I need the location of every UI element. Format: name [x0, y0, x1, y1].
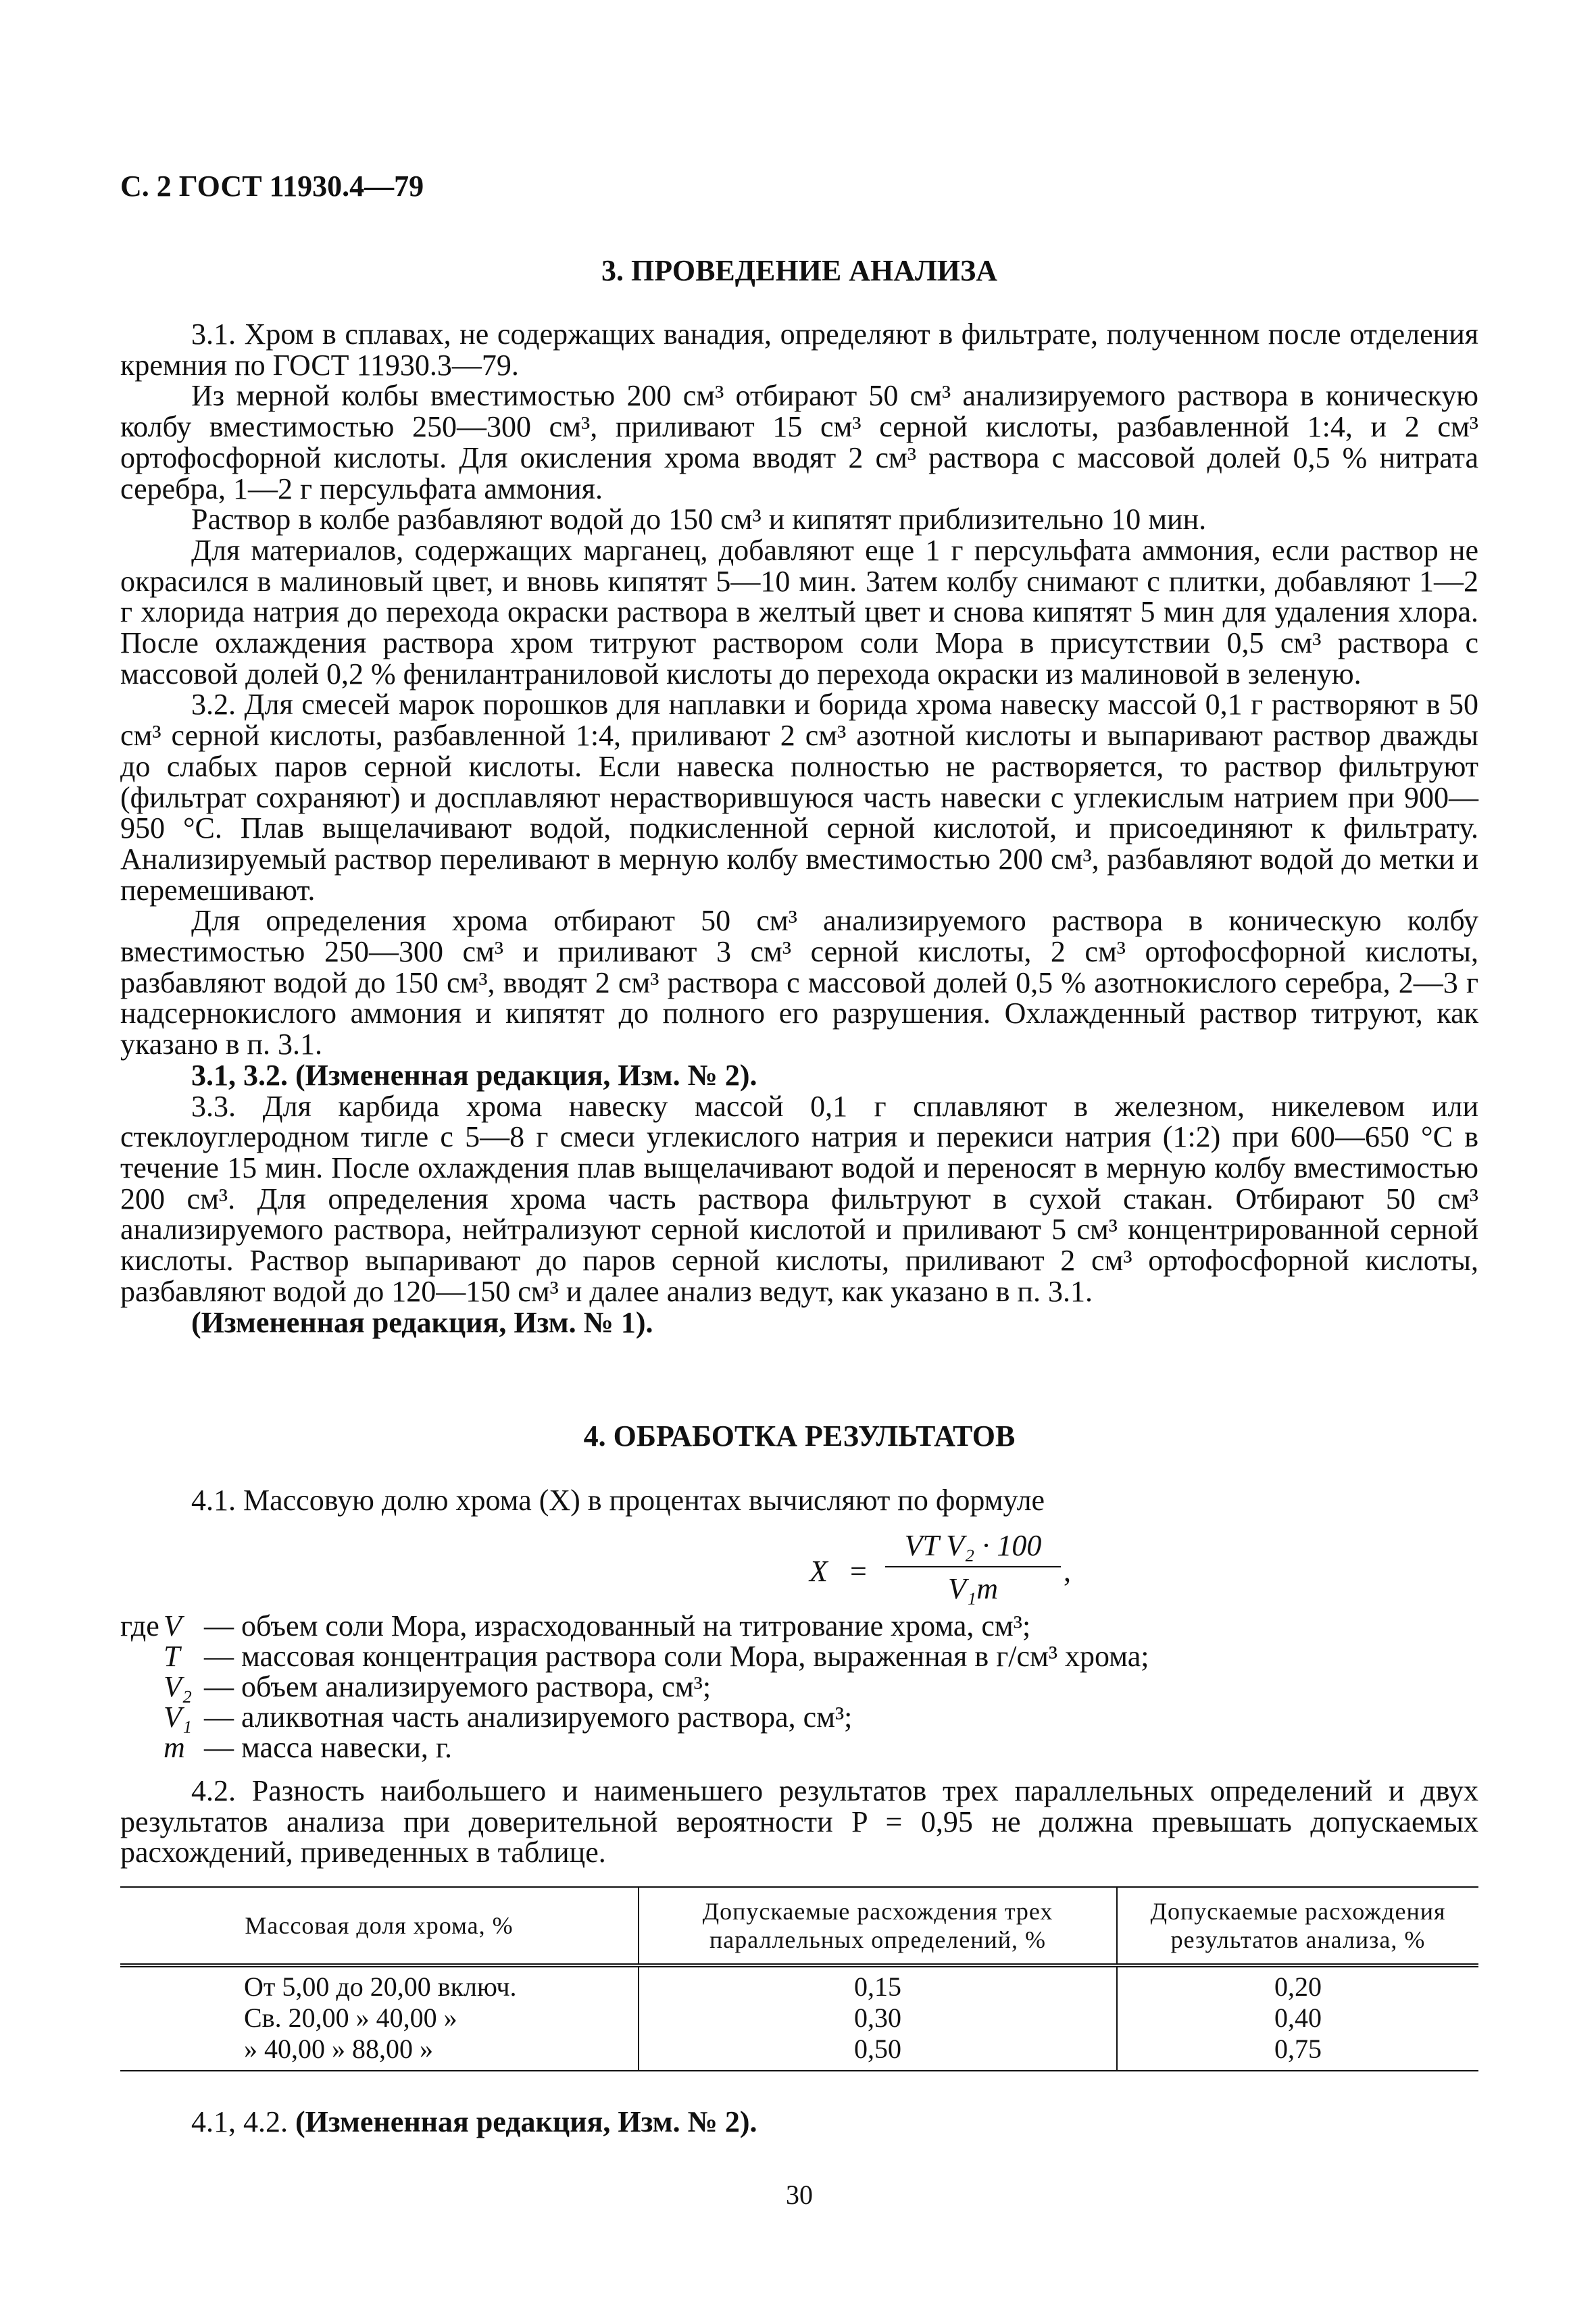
paragraph-3-2: 3.2. Для смесей марок порошков для наплавки и борида хрома навеску массой 0,1 г растворяют в 50 см³ серной кислоты, разбавленной 1:4, приливают 2 см³ азотной кислоты и выпаривают раствор дважды до слабых паров серной кислоты. Если навеска полностью не растворяется, то раствор фильтруют (фильтрат сохраняют) и досплавляют нерастворившуюся часть навески с углекислым натрием при 900—950 °С. Плав выщелачивают водой, подкисленной серной кислотой, и присоединяют к фильтрату. Анализируемый раствор переливают в мерную колбу вместимостью 200 см³, разбавляют водой до метки и перемешивают.: [120, 688, 1478, 907]
paragraph-3-2-b: Для определения хрома отбирают 50 см³ анализируемого раствора в коническую колбу вместимостью 250—300 см³ и приливают 3 см³ серной кислоты, 2 см³ ортофосфорной кислоты, разбавляют водой до 150 см³, вводят 2 см³ раствора с массовой долей 0,5 % азотнокислого серебра, 2—3 г надсернокислого аммония и кипятят до полного его разрушения. Охлажденный раствор титруют, как указано в п. 3.1.: [120, 904, 1478, 1061]
section-3-title: 3. ПРОВЕДЕНИЕ АНАЛИЗА: [601, 254, 997, 287]
parallel-value: 0,30: [854, 2003, 901, 2033]
cell-parallel: [639, 1965, 1117, 2071]
results-value: 0,75: [1274, 2034, 1322, 2064]
cell-results: [1117, 1965, 1478, 2071]
page-number: 30: [786, 2180, 813, 2210]
parallel-value: 0,50: [854, 2034, 901, 2064]
section-4-title: 4. ОБРАБОТКА РЕЗУЛЬТАТОВ: [583, 1419, 1016, 1453]
formula-lhs: X: [809, 1555, 828, 1588]
amendment-note-3-3: (Измененная редакция, Изм. № 1).: [191, 1305, 653, 1339]
results-value: 0,20: [1274, 1971, 1322, 2002]
definition-symbol: T: [164, 1640, 180, 1673]
range-value: Св. 20,00 » 40,00 »: [244, 2003, 457, 2033]
definition-symbol: V: [164, 1609, 182, 1642]
paragraph-3-1-b: Из мерной колбы вместимостью 200 см³ отбирают 50 см³ анализируемого раствора в коническую колбу вместимостью 250—300 см³, приливают 15 см³ серной кислоты, разбавленной 1:4, и 2 см³ ортофосфорной кислоты. Для окисления хрома вводят 2 см³ раствора с массовой долей 0,5 % нитрата серебра, 1—2 г персульфата аммония.: [120, 379, 1478, 505]
page-header: С. 2 ГОСТ 11930.4—79: [120, 170, 424, 203]
range-value: От 5,00 до 20,00 включ.: [244, 1971, 517, 2002]
paragraph-4-1: 4.1. Массовую долю хрома (X) в процентах вычисляют по формуле: [191, 1484, 1045, 1517]
formula-denominator: V₁m: [948, 1572, 998, 1605]
paragraph-4-2: 4.2. Разность наибольшего и наименьшего результатов трех параллельных определений и двух результатов анализа при доверительной вероятности P = 0,95 не должна превышать допускаемых расхождений, приведенных в таблице.: [120, 1774, 1478, 1869]
formula: [688, 1521, 1093, 1609]
results-value: 0,40: [1274, 2003, 1322, 2033]
formula-comma: ,: [1064, 1555, 1071, 1588]
section-4-2: [120, 1776, 1478, 1868]
definition-symbol: m: [164, 1731, 185, 1764]
definition-text: — массовая концентрация раствора соли Мора, выраженная в г/см³ хрома;: [204, 1640, 1149, 1673]
amendment-note-3-1-3-2: 3.1, 3.2. (Измененная редакция, Изм. № 2).: [191, 1058, 757, 1092]
definition-text: — масса навески, г.: [204, 1731, 452, 1764]
paragraph-3-1-c: Раствор в колбе разбавляют водой до 150 см³ и кипятят приблизительно 10 мин.: [191, 503, 1207, 536]
definition-symbol: V₂: [164, 1670, 193, 1703]
cell-range: [120, 1965, 639, 2071]
definition-text: — объем соли Мора, израсходованный на титрование хрома, см³;: [204, 1609, 1031, 1642]
formula-equals: =: [850, 1555, 867, 1588]
table-header-row: [120, 1887, 1478, 1965]
formula-fraction-bar: [885, 1566, 1061, 1567]
parallel-value: 0,15: [854, 1971, 901, 2002]
section-3-body: [120, 319, 1478, 1338]
paragraph-3-1-d: Для материалов, содержащих марганец, добавляют еще 1 г персульфата аммония, если раствор не окрасился в малиновый цвет, и вновь кипятят 5—10 мин. Затем колбу снимают с плитки, добавляют 1—2 г хлорида натрия до перехода окраски раствора в желтый цвет и снова кипятят 5 мин для удаления хлора. После охлаждения раствора хром титруют раствором соли Мора в присутствии 0,5 см³ раствора с массовой долей 0,2 % фенилантраниловой кислоты до перехода окраски из малиновой в зеленую.: [120, 533, 1478, 690]
note-prefix: 4.1, 4.2.: [191, 2105, 288, 2138]
definition-symbol: V₁: [164, 1701, 193, 1734]
range-value: » 40,00 » 88,00 »: [244, 2034, 433, 2064]
column-header-results: Допускаемые расхождения результатов анализа, %: [1117, 1887, 1478, 1965]
amendment-note-4: [191, 2105, 757, 2139]
paragraph-3-3: 3.3. Для карбида хрома навеску массой 0,1 г сплавляют в железном, никелевом или стеклоуглеродном тигле с 5—8 г смеси углекислого натрия и перекиси натрия (1:2) при 600—650 °С в течение 15 мин. После охлаждения плав выщелачивают водой и переносят в мерную колбу вместимостью 200 см³. Для определения хрома часть раствора фильтруют в сухой стакан. Отбирают 50 см³ анализируемого раствора, нейтрализуют серной кислотой и приливают 5 см³ концентрированной серной кислоты. Раствор выпаривают до паров серной кислоты, приливают 2 см³ ортофосфорной кислоты, разбавляют водой до 120—150 см³ и далее анализ ведут, как указано в п. 3.1.: [120, 1089, 1478, 1308]
definition-text: — объем анализируемого раствора, см³;: [204, 1670, 712, 1703]
paragraph-3-1: 3.1. Хром в сплавах, не содержащих ванадия, определяют в фильтрате, полученном после отделения кремния по ГОСТ 11930.3—79.: [120, 318, 1478, 382]
definition-text: — аликвотная часть анализируемого раствора, см³;: [204, 1701, 853, 1734]
section-4-intro: [120, 1485, 1478, 1516]
table-row: [120, 1965, 1478, 2071]
note-bold: (Измененная редакция, Изм. № 2).: [295, 2105, 757, 2138]
column-header-chromium: Массовая доля хрома, %: [120, 1887, 639, 1965]
formula-numerator: VT V₂ · 100: [904, 1529, 1042, 1562]
tolerance-table: [120, 1886, 1478, 2071]
definition-prefix: где: [120, 1609, 159, 1642]
document-page: [120, 0, 1478, 2314]
column-header-parallel: Допускаемые расхождения трех параллельных определений, %: [639, 1887, 1117, 1965]
